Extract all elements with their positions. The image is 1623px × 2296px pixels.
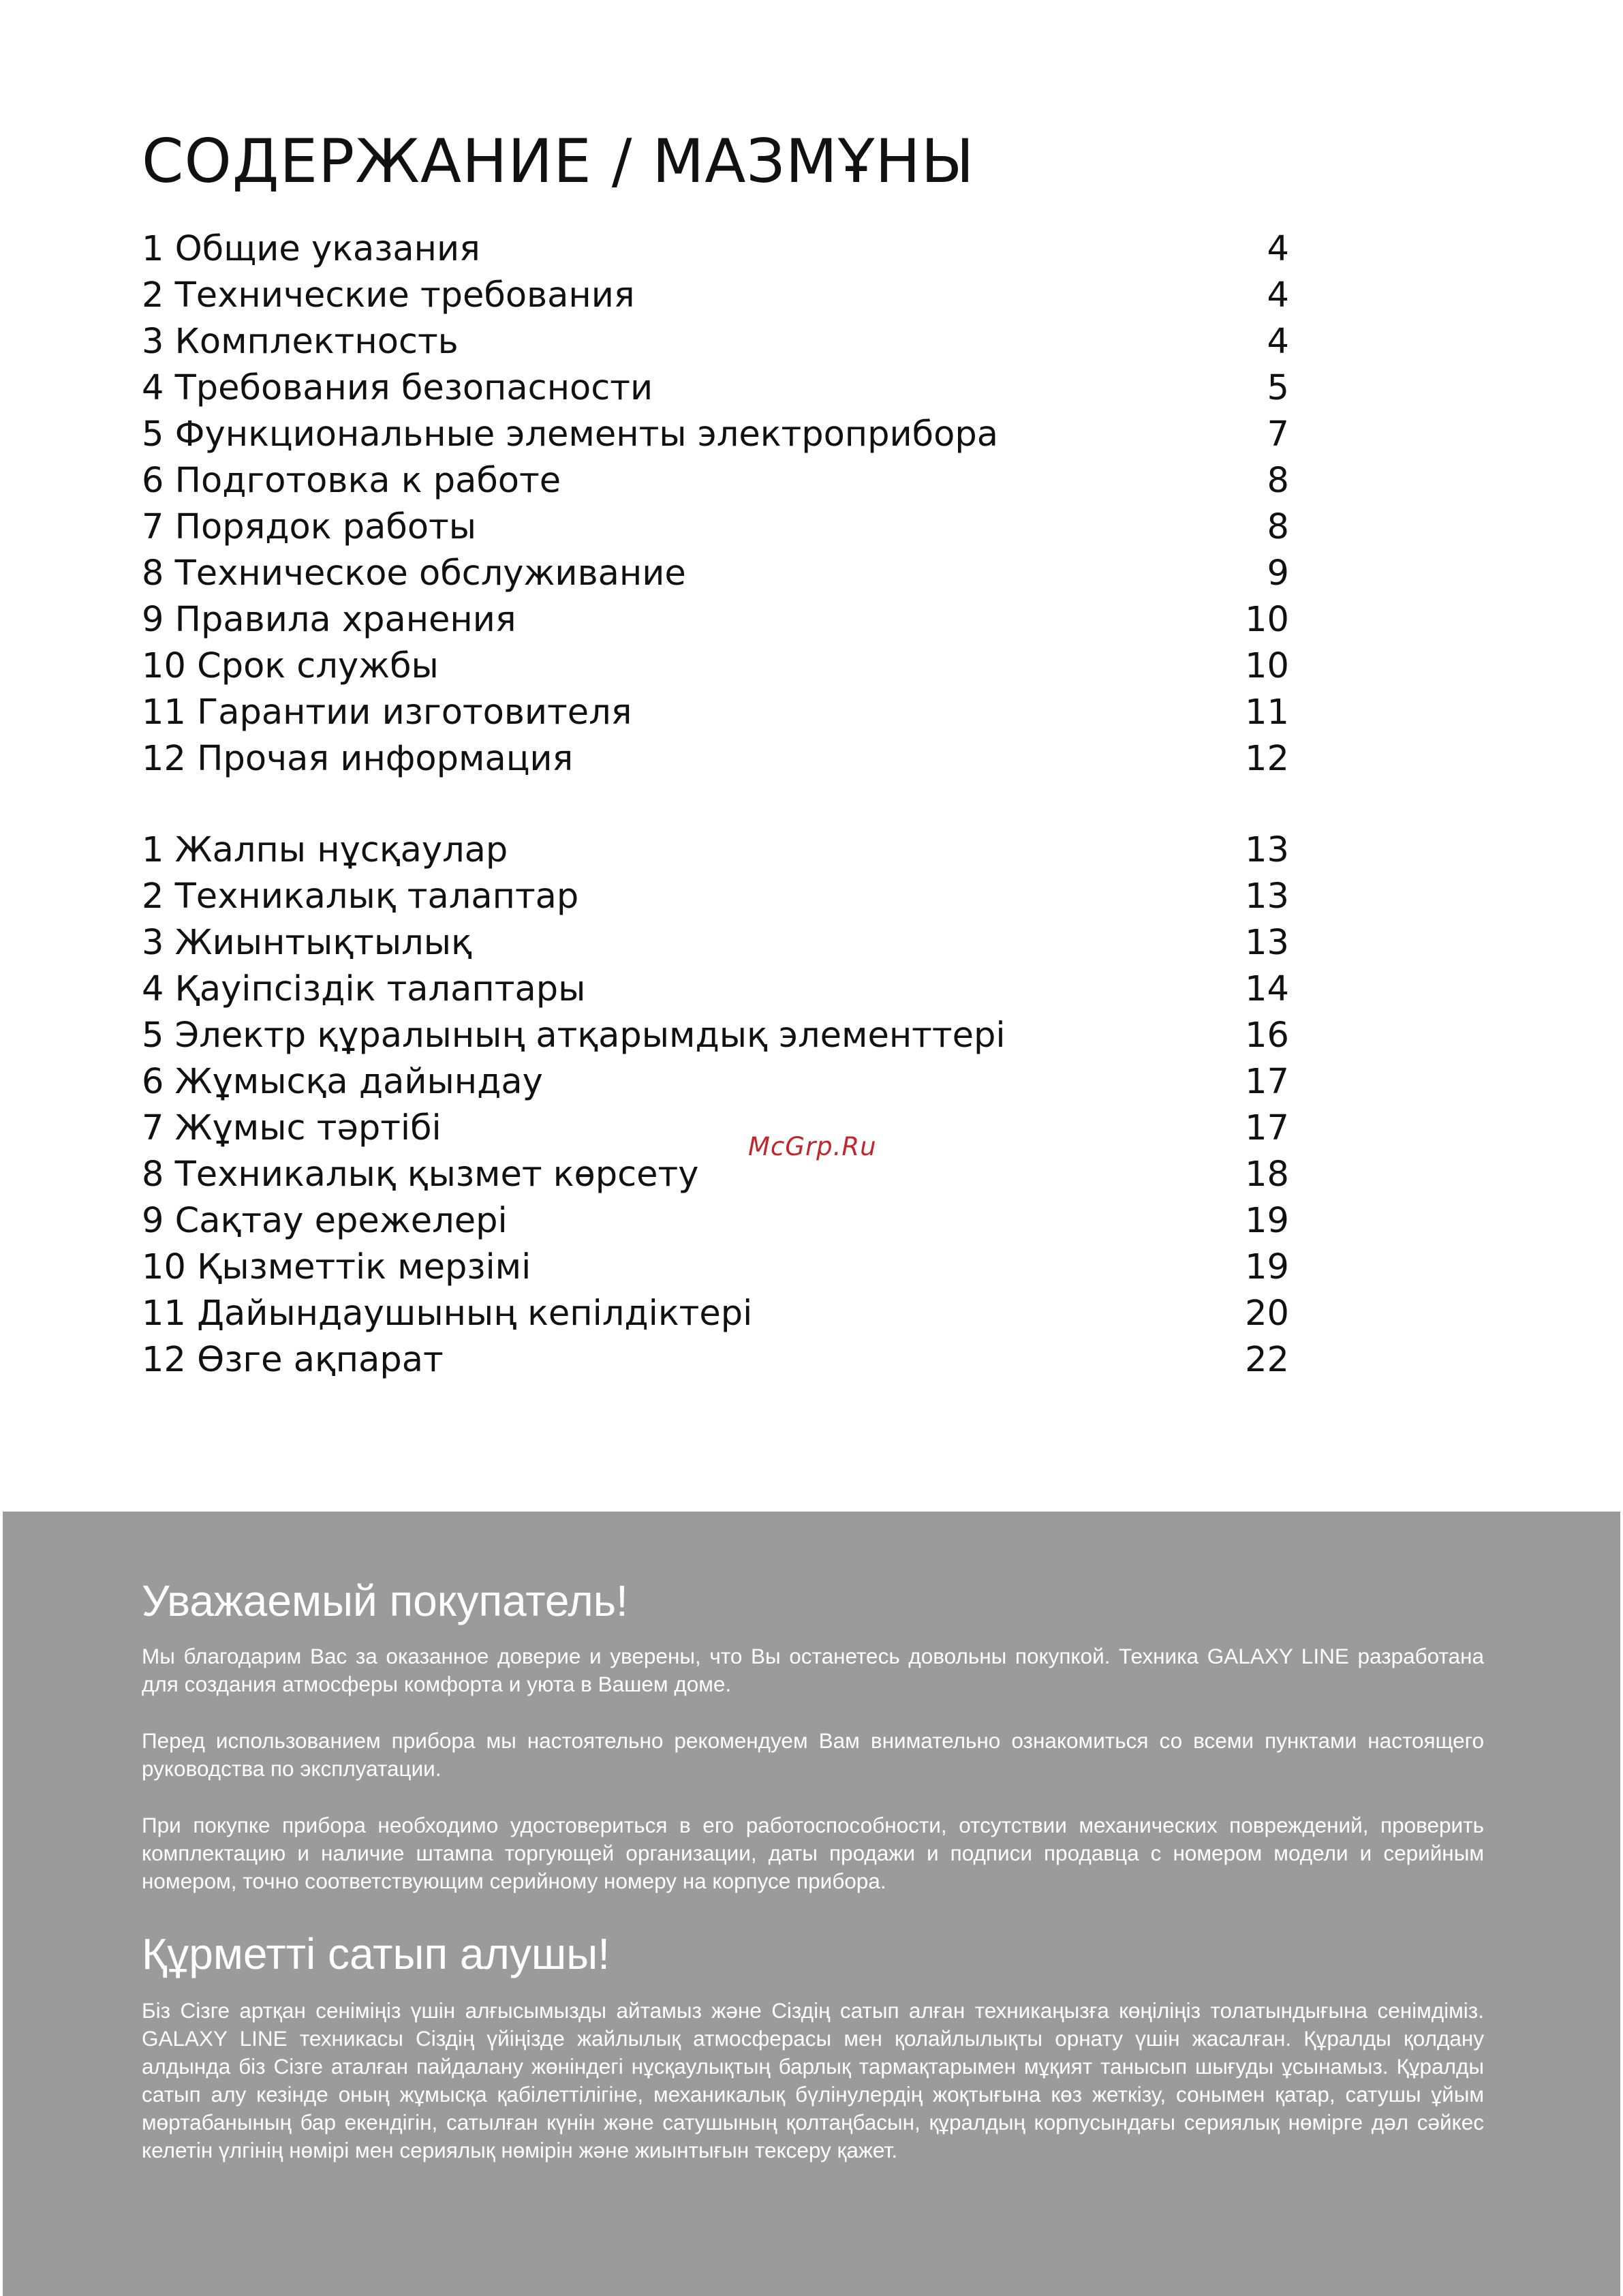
toc-entry[interactable]	[142, 1291, 1289, 1337]
toc-entry-page: 8	[1267, 507, 1289, 547]
toc-entry[interactable]	[142, 273, 1289, 319]
toc-entry-page: 9	[1267, 553, 1289, 594]
customer-notice-panel	[3, 1512, 1620, 2296]
toc-entry-page: 17	[1245, 1108, 1289, 1148]
toc-entry[interactable]	[142, 458, 1289, 504]
toc-entry[interactable]	[142, 966, 1289, 1013]
toc-entry-label: 7 Жұмыс тәртібі	[142, 1108, 442, 1148]
page-title: СОДЕРЖАНИЕ / МАЗМҰНЫ	[142, 126, 975, 196]
toc-entry-page: 4	[1267, 322, 1289, 362]
toc-entry-label: 2 Технические требования	[142, 275, 635, 316]
customer-greeting-ru: Уважаемый покупатель!	[142, 1576, 628, 1625]
notice-paragraph-kz: Біз Сізге артқан сеніміңіз үшін алғысымызды айтамыз және Сіздің сатып алған техникаңызға көңіліңіз толатындығына сенімдіміз. GALAXY LINE техникасы Сіздің үйіңізде жайлылық атмосферасы мен қолайлылықты орнату үшін жасалған. Құралды қолдану алдында біз Сізге аталған пайдалану жөніндегі нұсқаулықтың барлық тармақтарымен мұқият танысып шығуды ұсынамыз. Құралды сатып алу кезінде оның жұмысқа қабілеттілігіне, механикалық бүлінулердің жоқтығына көз жеткізу, сонымен қатар, сатушы ұйым мөртабанының бар екендігін, сатылған күнін және сатушының қолтаңбасын, құралдың корпусындағы сериялық нөмірге дәл сәйкес келетін үлгінің нөмірі мен сериялық нөмірін және жиынтығын тексеру қажет.	[142, 1998, 1484, 2162]
toc-entry[interactable]	[142, 736, 1289, 782]
table-of-contents-kz	[142, 827, 1289, 1383]
toc-entry-page: 10	[1245, 646, 1289, 686]
toc-entry[interactable]	[142, 1152, 1289, 1198]
toc-entry-label: 7 Порядок работы	[142, 507, 476, 547]
toc-entry-label: 9 Сақтау ережелері	[142, 1201, 508, 1241]
toc-entry-page: 13	[1245, 876, 1289, 917]
toc-entry-label: 9 Правила хранения	[142, 600, 516, 640]
toc-entry-label: 11 Гарантии изготовителя	[142, 692, 632, 733]
toc-entry[interactable]	[142, 643, 1289, 690]
toc-entry[interactable]	[142, 551, 1289, 597]
notice-paragraph-ru: При покупке прибора необходимо удостовериться в его работоспособности, отсутствии механических повреждений, проверить комплектацию и наличие штампа торгующей организации, даты продажи и подписи продавца с номером модели и серийным номером, точно соответствующим серийному номеру на корпусе прибора.	[142, 1813, 1484, 1893]
toc-entry[interactable]	[142, 1013, 1289, 1059]
toc-entry-page: 5	[1267, 368, 1289, 408]
notice-paragraph-ru: Мы благодарим Вас за оказанное доверие и уверены, что Вы останетесь довольны покупкой. Техника GALAXY LINE разработана для создания атмосферы комфорта и уюта в Вашем доме.	[142, 1644, 1484, 1696]
toc-entry[interactable]	[142, 1337, 1289, 1383]
toc-entry-label: 4 Қауіпсіздік талаптары	[142, 969, 586, 1009]
toc-entry[interactable]	[142, 504, 1289, 551]
toc-entry-page: 7	[1267, 414, 1289, 455]
toc-entry-label: 6 Жұмысқа дайындау	[142, 1062, 543, 1102]
toc-entry-page: 13	[1245, 830, 1289, 870]
toc-entry[interactable]	[142, 1198, 1289, 1244]
toc-entry-page: 19	[1245, 1247, 1289, 1287]
toc-entry-page: 8	[1267, 461, 1289, 501]
toc-entry-label: 11 Дайындаушының кепілдіктері	[142, 1294, 753, 1334]
toc-entry[interactable]	[142, 365, 1289, 412]
toc-entry-page: 12	[1245, 739, 1289, 779]
watermark: McGrp.Ru	[748, 1132, 877, 1161]
toc-entry[interactable]	[142, 1059, 1289, 1105]
toc-entry-label: 1 Общие указания	[142, 229, 480, 269]
toc-entry-label: 1 Жалпы нұсқаулар	[142, 830, 508, 870]
toc-entry-page: 17	[1245, 1062, 1289, 1102]
toc-entry[interactable]	[142, 412, 1289, 458]
toc-entry[interactable]	[142, 874, 1289, 920]
toc-entry-label: 5 Электр құралының атқарымдық элементтері	[142, 1015, 1006, 1056]
toc-entry[interactable]	[142, 1105, 1289, 1152]
toc-entry[interactable]	[142, 319, 1289, 365]
toc-entry-label: 8 Техникалық қызмет көрсету	[142, 1154, 699, 1195]
toc-entry-label: 10 Срок службы	[142, 646, 439, 686]
customer-greeting-kz: Құрметті сатып алушы!	[142, 1929, 610, 1978]
toc-entry[interactable]	[142, 827, 1289, 874]
toc-entry[interactable]	[142, 226, 1289, 273]
toc-entry-label: 6 Подготовка к работе	[142, 461, 561, 501]
toc-entry-page: 4	[1267, 229, 1289, 269]
toc-entry-label: 12 Өзге ақпарат	[142, 1340, 444, 1380]
notice-paragraph-ru: Перед использованием прибора мы настоятельно рекомендуем Вам внимательно ознакомиться со всеми пунктами настоящего руководства по эксплуатации.	[142, 1728, 1484, 1781]
toc-entry-label: 12 Прочая информация	[142, 739, 574, 779]
toc-entry-page: 13	[1245, 923, 1289, 963]
toc-entry-page: 10	[1245, 600, 1289, 640]
table-of-contents-ru	[142, 226, 1289, 782]
toc-entry-label: 5 Функциональные элементы электроприбора	[142, 414, 998, 455]
toc-entry-page: 22	[1245, 1340, 1289, 1380]
toc-entry-page: 19	[1245, 1201, 1289, 1241]
toc-entry[interactable]	[142, 920, 1289, 966]
toc-entry-page: 18	[1245, 1154, 1289, 1195]
toc-entry[interactable]	[142, 1244, 1289, 1291]
toc-entry[interactable]	[142, 597, 1289, 643]
toc-entry-label: 10 Қызметтік мерзімі	[142, 1247, 531, 1287]
toc-entry-label: 8 Техническое обслуживание	[142, 553, 686, 594]
toc-entry-page: 4	[1267, 275, 1289, 316]
toc-entry-label: 3 Жиынтықтылық	[142, 923, 472, 963]
toc-entry-page: 14	[1245, 969, 1289, 1009]
toc-entry-page: 11	[1245, 692, 1289, 733]
toc-entry[interactable]	[142, 690, 1289, 736]
toc-entry-label: 4 Требования безопасности	[142, 368, 653, 408]
toc-entry-label: 3 Комплектность	[142, 322, 459, 362]
toc-entry-page: 20	[1245, 1294, 1289, 1334]
toc-entry-label: 2 Техникалық талаптар	[142, 876, 579, 917]
toc-entry-page: 16	[1245, 1015, 1289, 1056]
